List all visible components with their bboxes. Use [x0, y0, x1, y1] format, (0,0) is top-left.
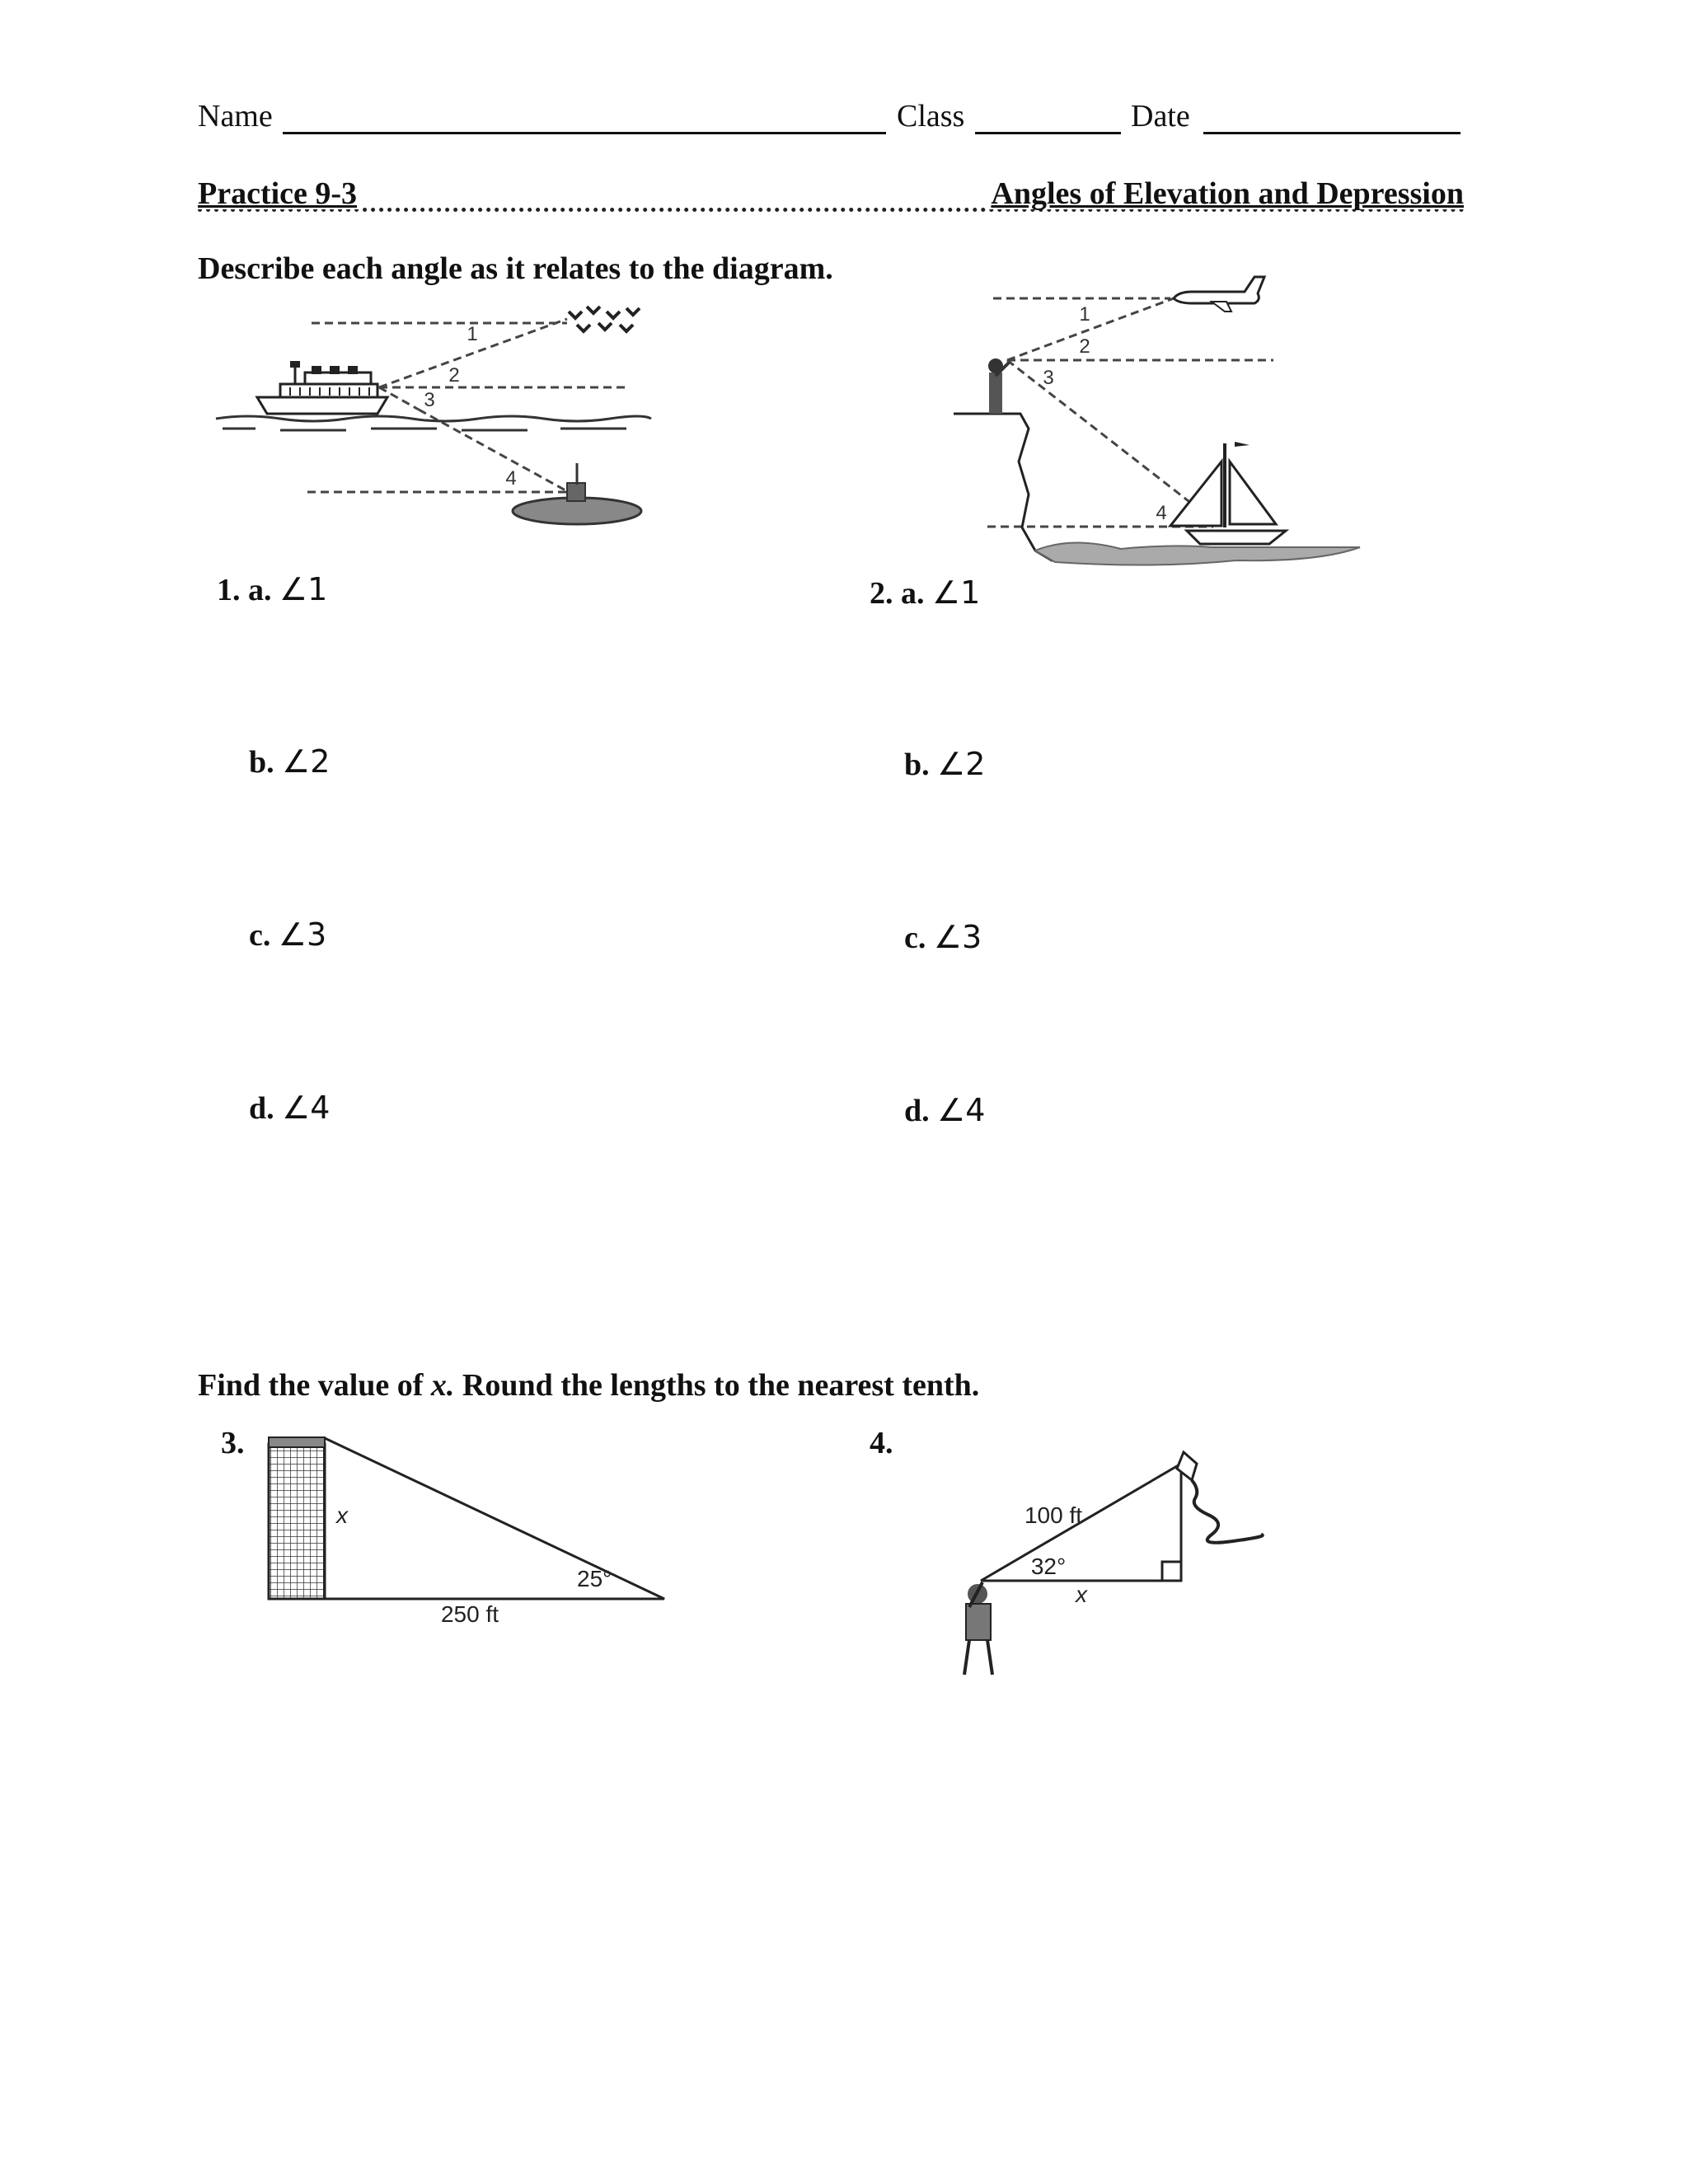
class-field[interactable] — [975, 132, 1121, 134]
p4-base-label: x — [1076, 1582, 1087, 1607]
p3-side-label: x — [336, 1502, 348, 1528]
class-label: Class — [897, 99, 965, 134]
problem4-number: 4. — [870, 1426, 893, 1460]
observer-person-icon — [988, 359, 1009, 414]
ship-icon — [257, 361, 387, 414]
kite-icon — [1177, 1452, 1263, 1543]
cliff-icon — [954, 414, 1360, 565]
d2-label-3: 3 — [1043, 367, 1054, 389]
p4-angle-label: 32° — [1030, 1554, 1067, 1579]
d1-label-4: 4 — [505, 467, 517, 490]
problem1-d: d. ∠4 — [249, 1090, 331, 1126]
angle-1-label: ∠1 — [279, 571, 328, 607]
p3-angle-label: 25° — [577, 1566, 612, 1591]
d1-label-1: 1 — [467, 323, 478, 345]
problem2-a: 2. a. ∠1 — [870, 574, 981, 611]
problem2-b: b. ∠2 — [904, 746, 986, 782]
p4-hyp-label: 100 ft — [1024, 1502, 1083, 1528]
problem2-d: d. ∠4 — [904, 1092, 986, 1128]
problem1-c: c. ∠3 — [249, 916, 327, 953]
d2-label-4: 4 — [1156, 502, 1167, 524]
d1-label-3: 3 — [424, 389, 435, 411]
section1-instruction: Describe each angle as it relates to the diagram. — [198, 251, 833, 286]
kite-flyer-person-icon — [964, 1582, 992, 1675]
name-field[interactable] — [283, 132, 886, 134]
problem3-number: 3. — [221, 1426, 245, 1460]
topic-title: Angles of Elevation and Depression — [987, 178, 1464, 209]
d1-label-2: 2 — [448, 364, 460, 387]
section2-instruction: Find the value of x. Round the lengths to the nearest tenth. — [198, 1368, 980, 1403]
d2-label-1: 1 — [1079, 303, 1090, 326]
problem2-c: c. ∠3 — [904, 919, 982, 955]
kite-triangle-diagram — [940, 1426, 1286, 1681]
date-label: Date — [1131, 99, 1190, 134]
problem1-b: b. ∠2 — [249, 743, 331, 780]
practice-title: Practice 9-3 — [198, 178, 360, 209]
ship-submarine-diagram — [206, 288, 668, 536]
airplane-icon — [1174, 277, 1264, 312]
p3-base-label: 250 ft — [440, 1601, 499, 1627]
problem1-a: 1. a. ∠1 — [217, 571, 328, 607]
cliff-plane-boat-diagram — [940, 264, 1385, 569]
sailboat-icon — [1170, 442, 1286, 544]
building-triangle-diagram — [256, 1430, 684, 1636]
birds-icon — [569, 307, 640, 331]
date-field[interactable] — [1203, 132, 1461, 134]
name-label: Name — [198, 99, 273, 134]
d2-label-2: 2 — [1079, 335, 1090, 358]
building-icon — [269, 1437, 325, 1599]
right-angle-marker — [1162, 1562, 1181, 1581]
submarine-icon — [513, 463, 641, 524]
